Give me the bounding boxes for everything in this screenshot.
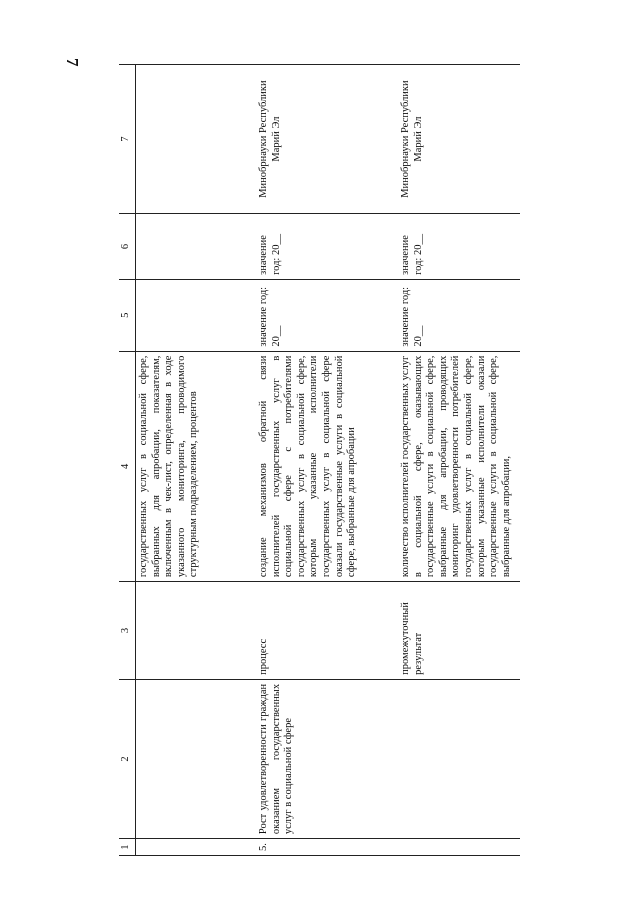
result-description: количество исполнителей государственных услуг в социальной сфере, оказывающих государственные услуги в социальной сфере, выбранные для апробации, проводящих мониторинг удовлетворенности потребителей государственных услуг в социальной сфере, которым указанные исполнители оказали государственные услуги в социальной сфере, выбранные для апробации, xyxy=(388,351,520,581)
column-header-4: 4 xyxy=(119,351,136,581)
event-description: создание механизмов обратной связи исполнителей государственных услуг в социальной сфере с потребителями государственных услуг в социальной сфере, которым указанные исполнители государственных услуг в социальной сфере оказали государственные услуги в социальной сфере, выбранные для апробации xyxy=(248,351,388,581)
row-number: 5. xyxy=(248,839,388,856)
plan-table xyxy=(119,64,520,856)
rotated-table-container xyxy=(119,64,529,856)
value-column-5: значение год: 20__ xyxy=(248,279,388,351)
column-header-6: 6 xyxy=(119,214,136,280)
responsible-executor: Минобрнауки Республики Марий Эл xyxy=(248,65,388,214)
table-row-5-result xyxy=(388,65,520,856)
result-type: промежуточный результат xyxy=(388,582,520,680)
value-column-6: значение год: 20__ xyxy=(248,214,388,280)
column-header-3: 3 xyxy=(119,582,136,680)
result-value-6: значение год: 20__ xyxy=(388,214,520,280)
table-row-5 xyxy=(248,65,388,856)
column-header-5: 5 xyxy=(119,279,136,351)
event-name: Рост удовлетворенности граждан оказанием государственных услуг в социальной сфере xyxy=(248,679,388,838)
column-header-1: 1 xyxy=(119,839,136,856)
result-responsible: Минобрнауки Республики Марий Эл xyxy=(388,65,520,214)
page-number: 7 xyxy=(63,58,82,67)
result-value-5: значение год: 20__ xyxy=(388,279,520,351)
table-header-row xyxy=(119,65,136,856)
table-row-continuation xyxy=(136,65,249,856)
column-header-7: 7 xyxy=(119,65,136,214)
column-header-2: 2 xyxy=(119,679,136,838)
event-type: процесс xyxy=(248,582,388,680)
continuation-description: государственных услуг в социальной сфере, выбранных для апробации, показателям, включенным в чек-лист, определенная в ходе указанного мониторинга, проводимого структурным подразделением, процентов xyxy=(136,351,249,581)
